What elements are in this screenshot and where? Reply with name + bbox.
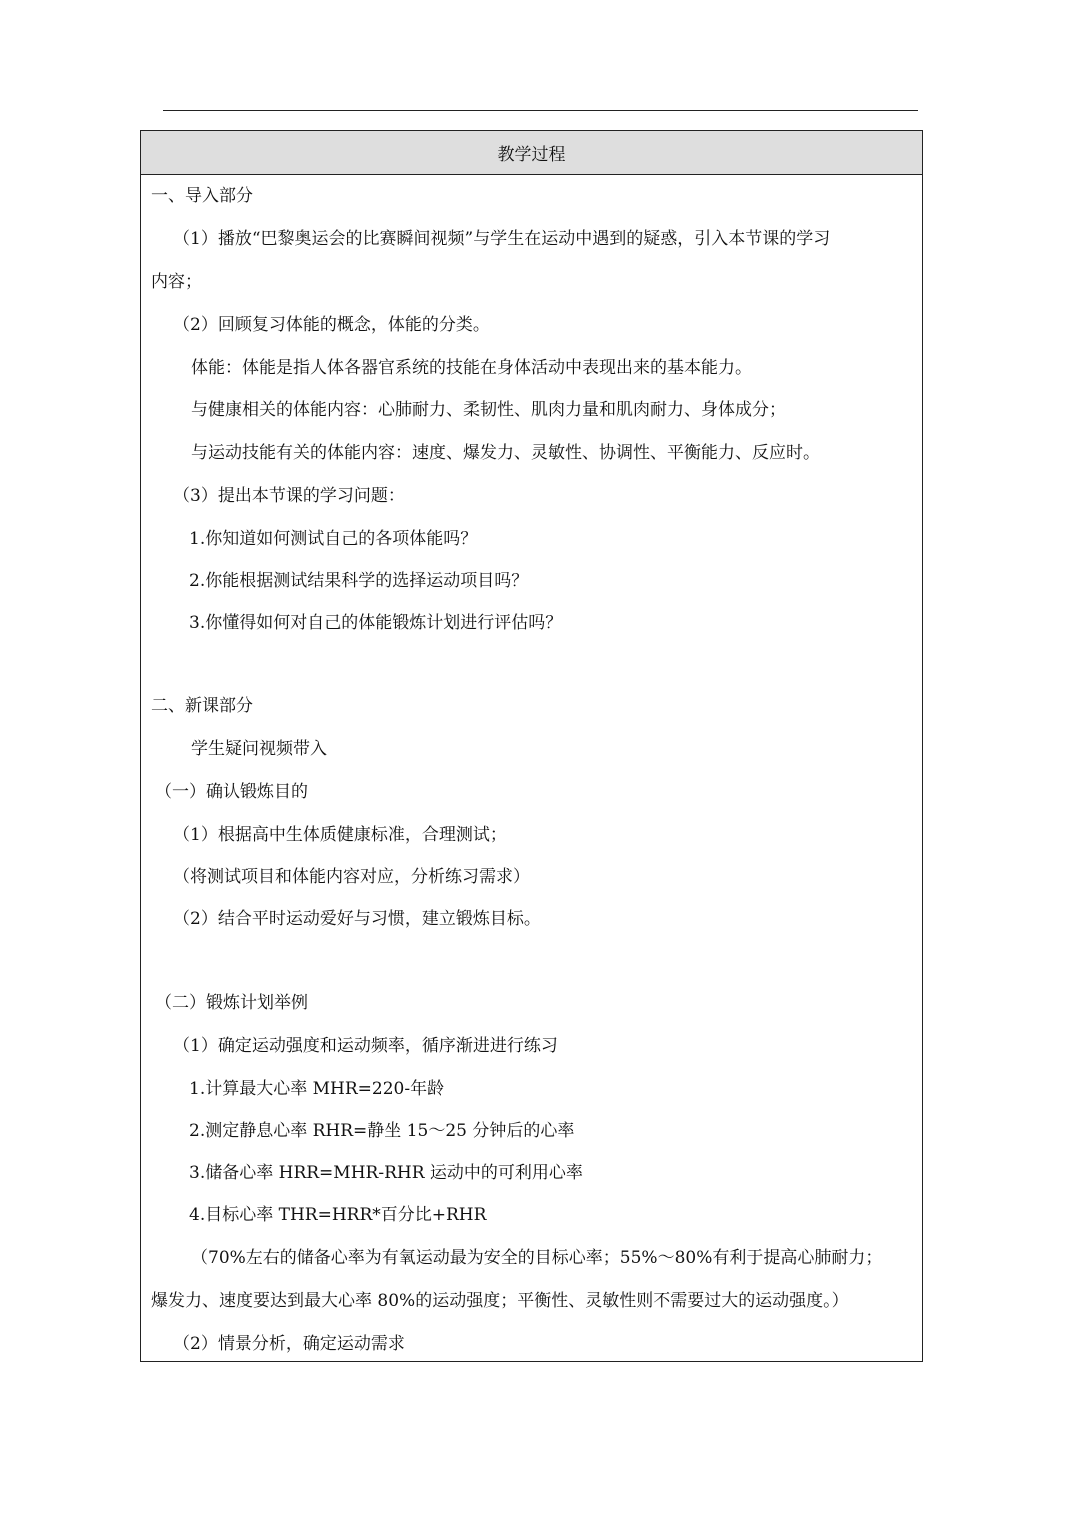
table-header-title: 教学过程 bbox=[497, 145, 566, 165]
health-fitness-text: 与健康相关的体能内容：心肺耐力、柔韧性、肌肉力量和肌肉耐力、身体成分； bbox=[191, 400, 786, 420]
sub2-p1: （1）确定运动强度和运动频率，循序渐进进行练习 bbox=[173, 1036, 558, 1056]
section1-title: 一、导入部分 bbox=[151, 186, 253, 206]
sub1-p2: （2）结合平时运动爱好与习惯，建立锻炼目标。 bbox=[173, 909, 541, 929]
intensity-note-line2: 爆发力、速度要达到最大心率 80%的运动强度；平衡性、灵敏性则不需要过大的运动强度。） bbox=[151, 1291, 849, 1311]
formula-step: 2.测定静息心率 RHR=静坐 15～25 分钟后的心率 bbox=[189, 1121, 575, 1141]
formula-step: 3.储备心率 HRR=MHR-RHR 运动中的可利用心率 bbox=[189, 1163, 583, 1183]
skill-fitness-text: 与运动技能有关的体能内容：速度、爆发力、灵敏性、协调性、平衡能力、反应时。 bbox=[191, 443, 820, 463]
section1-p1-line1: （1）播放“巴黎奥运会的比赛瞬间视频”与学生在运动中遇到的疑惑，引入本节课的学习 bbox=[173, 229, 831, 249]
table-header bbox=[141, 131, 922, 175]
section1-p2: （2）回顾复习体能的概念，体能的分类。 bbox=[173, 315, 490, 335]
definition-text: 体能：体能是指人体各器官系统的技能在身体活动中表现出来的基本能力。 bbox=[191, 358, 752, 378]
question-item: 3.你懂得如何对自己的体能锻炼计划进行评估吗？ bbox=[189, 613, 563, 633]
header-rule bbox=[163, 110, 918, 111]
section1-p3: （3）提出本节课的学习问题： bbox=[173, 486, 405, 506]
section2-title: 二、新课部分 bbox=[151, 696, 253, 716]
section2-intro: 学生疑问视频带入 bbox=[191, 739, 327, 759]
section1-p1-line2: 内容； bbox=[151, 272, 202, 292]
sub2-title: （二）锻炼计划举例 bbox=[155, 993, 308, 1013]
question-item: 1.你知道如何测试自己的各项体能吗？ bbox=[189, 529, 478, 549]
sub1-title: （一）确认锻炼目的 bbox=[155, 782, 308, 802]
sub2-p2: （2）情景分析，确定运动需求 bbox=[173, 1334, 405, 1354]
sub1-note: （将测试项目和体能内容对应，分析练习需求） bbox=[173, 867, 530, 887]
formula-step: 1.计算最大心率 MHR=220-年龄 bbox=[189, 1079, 445, 1099]
formula-step: 4.目标心率 THR=HRR*百分比+RHR bbox=[189, 1205, 487, 1225]
teaching-process-table bbox=[140, 130, 923, 1362]
sub1-p1: （1）根据高中生体质健康标准，合理测试； bbox=[173, 825, 507, 845]
question-item: 2.你能根据测试结果科学的选择运动项目吗？ bbox=[189, 571, 529, 591]
intensity-note-line1: （70%左右的储备心率为有氧运动最为安全的目标心率；55%～80%有利于提高心肺耐力； bbox=[191, 1248, 883, 1268]
